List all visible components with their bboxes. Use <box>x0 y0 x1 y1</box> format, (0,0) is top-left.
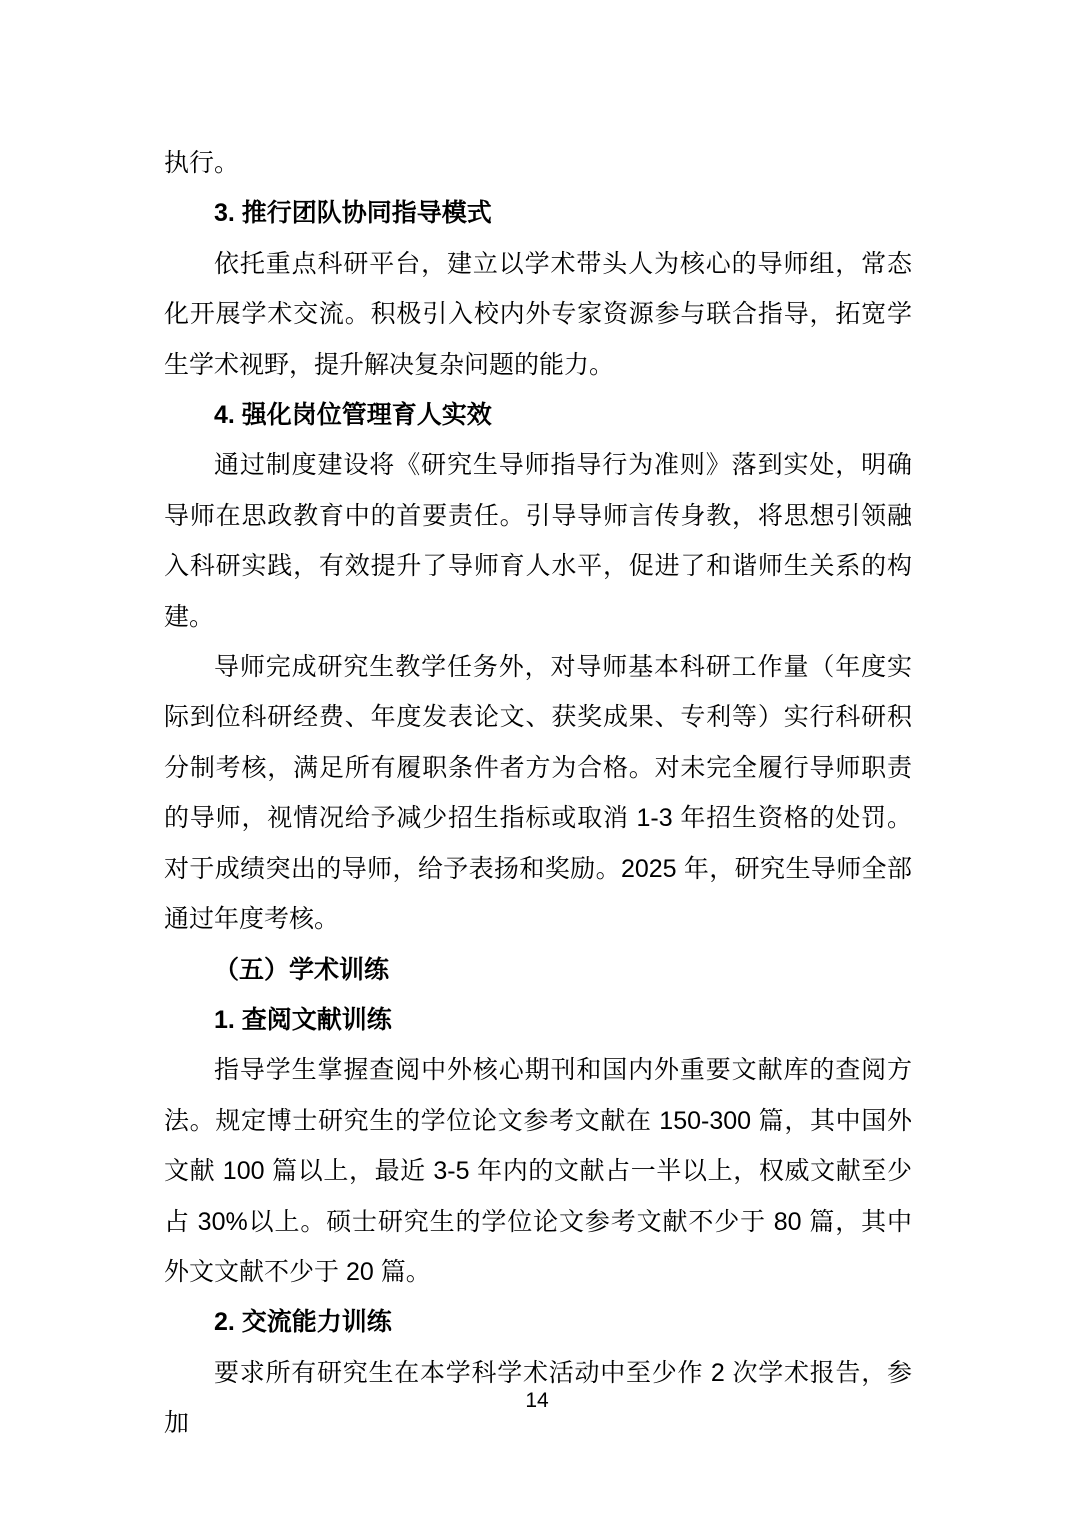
subsection-heading-4: 4. 强化岗位管理育人实效 <box>214 401 492 430</box>
paragraph: 导师完成研究生教学任务外，对导师基本科研工作量（年度实际到位科研经费、年度发表论文、获奖成果、专利等）实行科研积分制考核，满足所有履职条件者方为合格。对未完全履行导师职责的导师，视情况给予减少招生指标或取消 1-3 年招生资格的处罚。对于成绩突出的导师，给予表扬和奖励。2025 年，研究生导师全部通过年度考核。 <box>164 653 912 934</box>
subsection-heading-3: 3. 推行团队协同指导模式 <box>214 199 492 228</box>
subsection-heading-1: 1. 查阅文献训练 <box>214 1005 392 1034</box>
subsection-heading-2: 2. 交流能力训练 <box>214 1308 392 1337</box>
paragraph: 通过制度建设将《研究生导师指导行为准则》落到实处，明确导师在思政教育中的首要责任。引导导师言传身教，将思想引领融入科研实践，有效提升了导师育人水平，促进了和谐师生关系的构建。 <box>164 451 912 631</box>
paragraph: 依托重点科研平台，建立以学术带头人为核心的导师组，常态化开展学术交流。积极引入校内外专家资源参与联合指导，拓宽学生学术视野，提升解决复杂问题的能力。 <box>164 249 912 379</box>
paragraph: 要求所有研究生在本学科学术活动中至少作 2 次学术报告，参加 <box>164 1358 912 1438</box>
document-body <box>164 138 912 1449</box>
section-heading-5: （五）学术训练 <box>214 955 390 984</box>
paragraph: 指导学生掌握查阅中外核心期刊和国内外重要文献库的查阅方法。规定博士研究生的学位论文参考文献在 150-300 篇，其中国外文献 100 篇以上，最近 3-5 年内的文献占一半以上，权威文献至少占 30%以上。硕士研究生的学位论文参考文献不少于 80 篇，其中外文文献不少于 20 篇。 <box>164 1056 912 1286</box>
paragraph-continued: 执行。 <box>164 149 240 177</box>
page-number: 14 <box>525 1389 549 1412</box>
